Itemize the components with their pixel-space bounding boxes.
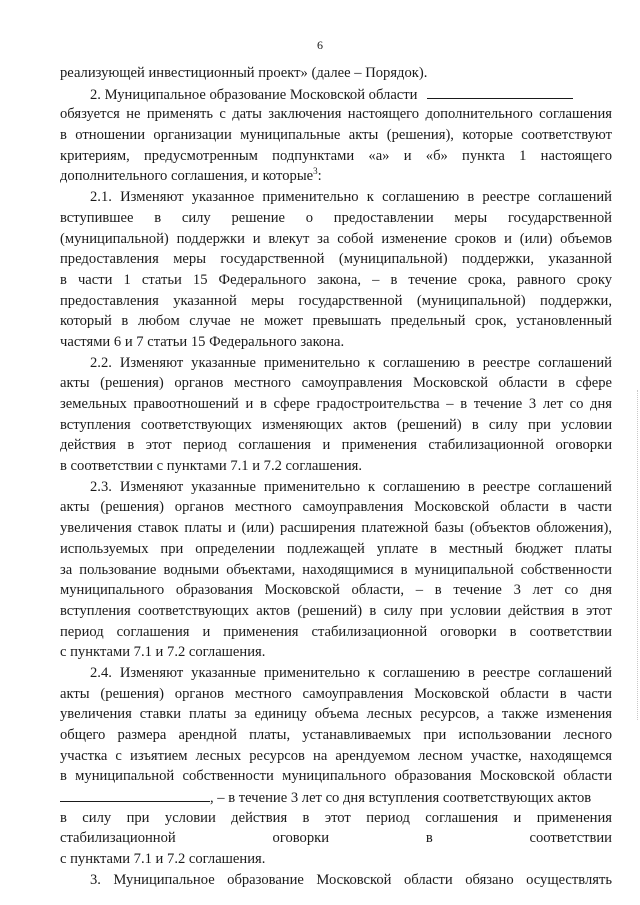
blank-field-municipality xyxy=(60,787,210,802)
text-fragment: , – в течение 3 лет со дня вступления соответствующих актов xyxy=(210,790,592,807)
text-line: стабилизационной оговорки в соответствии xyxy=(60,830,612,847)
text-line: акты (решения) органов местного самоуправления Московской области в сфере xyxy=(60,375,612,392)
text-line: акты (решения) органов местного самоуправления Московской области в части xyxy=(60,685,612,702)
text-line: муниципального образования Московской области, – в течение 3 лет со дня xyxy=(60,582,612,599)
paragraph-2-first-line xyxy=(60,84,612,105)
text-line: вступления соответствующих актов (решений) в силу при условии действия в этот xyxy=(60,602,612,619)
text-line: обязуется не применять с даты заключения настоящего дополнительного соглашения xyxy=(60,106,612,123)
document-body xyxy=(60,63,612,891)
text-fragment: дополнительного соглашения, и которые xyxy=(60,168,314,185)
text-line: за пользование водными объектами, находящимися в муниципальной собственности xyxy=(60,561,612,578)
text-line: увеличения ставки платы за единицу объема лесных ресурсов, а также изменения xyxy=(60,706,612,723)
text-line-with-footnote xyxy=(60,166,612,187)
text-line: участка с изъятием лесных ресурсов на арендуемом лесном участке, находящемся xyxy=(60,747,612,764)
paragraph-2-1-first-line: 2.1. Изменяют указанное применительно к соглашению в реестре соглашений xyxy=(90,189,612,206)
text-line: земельных правоотношений и в сфере градостроительства – в течение 3 лет со дня xyxy=(60,396,612,412)
text-line: действия в этот период соглашения и применения стабилизационной оговорки xyxy=(60,437,612,454)
text-line: общего размера арендной платы, устанавливаемых при использовании лесного xyxy=(60,727,612,743)
paragraph-2-3-first-line: 2.3. Изменяют указанные применительно к соглашению в реестре соглашений xyxy=(90,478,612,495)
text-line: реализующей инвестиционный проект» (далее – Порядок). xyxy=(60,65,428,81)
scan-edge-mark xyxy=(636,390,638,720)
text-line: с пунктами 7.1 и 7.2 соглашения. xyxy=(60,851,266,868)
text-line: вступления соответствующих изменяющих актов (решений) в силу при условии xyxy=(60,416,612,433)
text-line: предоставления указанной меры государственной (муниципальной) поддержки, xyxy=(60,292,612,309)
blank-field-municipality xyxy=(427,84,573,99)
text-line: предоставления меры государственной (муниципальной) поддержки, указанной xyxy=(60,251,612,268)
text-line: в соответствии с пунктами 7.1 и 7.2 соглашения. xyxy=(60,458,363,475)
page-number: 6 xyxy=(317,38,323,52)
paragraph-3-first-line: 3. Муниципальное образование Московской области обязано осуществлять xyxy=(90,871,612,888)
text-line: частями 6 и 7 статьи 15 Федерального закона. xyxy=(60,333,345,350)
text-line: (муниципальной) поддержки и влекут за собой изменение сроков и (или) объемов xyxy=(60,230,612,247)
text-fragment: : xyxy=(317,168,322,185)
paragraph-2-4-first-line: 2.4. Изменяют указанные применительно к соглашению в реестре соглашений xyxy=(90,664,612,681)
text-line: в муниципальной собственности муниципального образования Московской области xyxy=(60,768,612,785)
text-line: который в любом случае не может превышать предельный срок, установленный xyxy=(60,313,612,330)
text-line: увеличения ставок платы и (или) расширения платежной базы (объектов обложения), xyxy=(60,520,612,537)
text-line: в силу при условии действия в этот период соглашения и применения xyxy=(60,809,612,826)
text-line: в части 1 статьи 15 Федерального закона, – в течение срока, равного сроку xyxy=(60,271,612,288)
text-line: в отношении организации муниципальные акты (решения), которые соответствуют xyxy=(60,127,612,144)
text-line: используемых при определении подлежащей уплате в местный бюджет платы xyxy=(60,540,612,557)
text-line: с пунктами 7.1 и 7.2 соглашения. xyxy=(60,644,266,661)
text-line-with-blank xyxy=(60,787,612,808)
text-line: вступившее в силу решение о предоставлении меры государственной xyxy=(60,209,612,226)
text-fragment: 2. Муниципальное образование Московской области xyxy=(90,86,418,103)
paragraph-2-2-first-line: 2.2. Изменяют указанные применительно к соглашению в реестре соглашений xyxy=(90,354,612,371)
text-line: период соглашения и применения стабилизационной оговорки в соответствии xyxy=(60,623,612,640)
text-line: акты (решения) органов местного самоуправления Московской области в части xyxy=(60,499,612,516)
text-line: критериям, предусмотренным подпунктами «а» и «б» пункта 1 настоящего xyxy=(60,147,612,164)
footnote-reference: 3 xyxy=(313,166,318,177)
